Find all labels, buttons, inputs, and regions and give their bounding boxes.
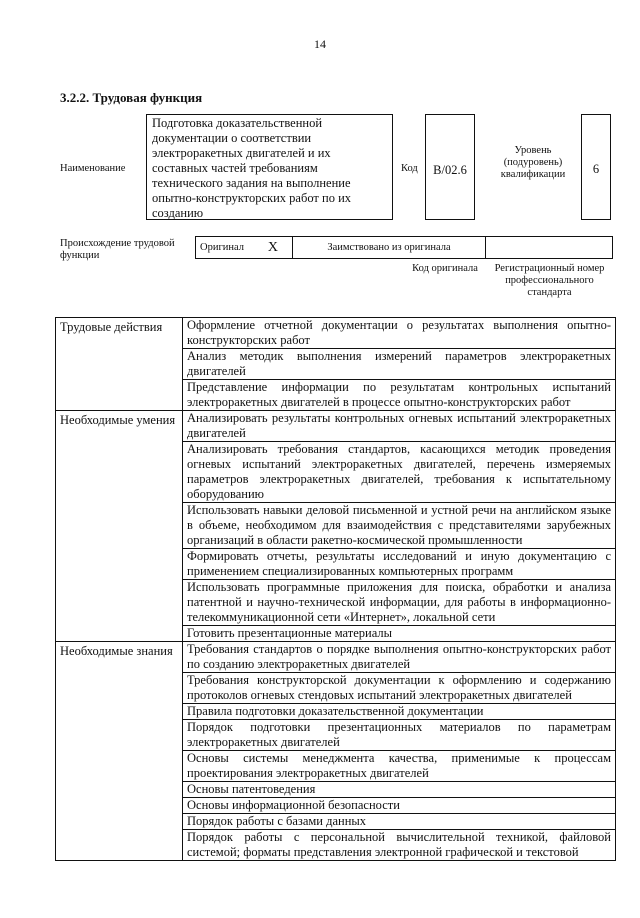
table-cell: Анализ методик выполнения измерений параметров электроракетных двигателей	[183, 349, 616, 380]
code-original-caption: Код оригинала	[412, 263, 478, 274]
function-details-table	[55, 317, 616, 861]
table-cell: Основы информационной безопасности	[183, 798, 616, 814]
code-value: В/02.6	[425, 114, 475, 220]
table-cell: Анализировать требования стандартов, касающихся методик проведения огневых испытаний электроракетных двигателей, перечень измеряемых параметров электроракетных двигателей, требования к испытательному оборудованию	[183, 442, 616, 503]
table-cell: Порядок работы с персональной вычислительной техникой, файловой системой; форматы представления электронной графической и текстовой	[183, 830, 616, 861]
table-row	[56, 318, 616, 349]
reg-number-caption: Регистрационный номер профессионального стандарта	[494, 263, 605, 298]
table-row	[56, 411, 616, 442]
borrowed-label: Заимствовано из оригинала	[327, 242, 451, 253]
table-cell: Формировать отчеты, результаты исследований и иную документацию с применением специализированных компьютерных программ	[183, 549, 616, 580]
table-cell: Порядок работы с базами данных	[183, 814, 616, 830]
borrowed-cell	[293, 237, 486, 259]
table-cell: Правила подготовки доказательственной документации	[183, 704, 616, 720]
table-cell: Требования стандартов о порядке выполнения опытно-конструкторских работ по созданию электроракетных двигателей	[183, 642, 616, 673]
section-title: 3.2.2. Трудовая функция	[60, 90, 203, 105]
origin-table	[195, 236, 613, 259]
level-label: Уровень (подуровень) квалификации	[500, 145, 566, 180]
table-cell: Требования конструкторской документации к оформлению и содержанию протоколов огневых стендовых испытаний электроракетных двигателей	[183, 673, 616, 704]
table-cell: Порядок подготовки презентационных материалов по параметрам электроракетных двигателей	[183, 720, 616, 751]
table-cell: Основы системы менеджмента качества, применимые к процессам проектирования электроракетных двигателей	[183, 751, 616, 782]
page-number: 14	[314, 37, 326, 51]
reg-number-cell	[486, 237, 613, 259]
table-cell: Анализировать результаты контрольных огневых испытаний электроракетных двигателей	[183, 411, 616, 442]
table-cell: Оформление отчетной документации о результатах выполнения опытно-конструкторских работ	[183, 318, 616, 349]
original-mark: X	[267, 240, 278, 255]
table-cell: Использовать навыки деловой письменной и устной речи на английском языке в объеме, необходимом для взаимодействия с представителями зарубежных организаций в области ракетно-космической промышленности	[183, 503, 616, 549]
original-label: Оригинал	[200, 242, 244, 253]
code-label: Код	[401, 163, 418, 174]
name-label: Наименование	[60, 163, 126, 174]
table-cell: Основы патентоведения	[183, 782, 616, 798]
table-cell: Использовать программные приложения для поиска, обработки и анализа патентной и научно-технической информации, для работы в информационно-телекоммуникационной сети «Интернет», локальной сети	[183, 580, 616, 626]
category-required-knowledge: Необходимые знания	[56, 642, 183, 861]
category-required-skills: Необходимые умения	[56, 411, 183, 642]
function-name: Подготовка доказательственной документации о соответствии электроракетных двигателей и их составных частей требованиям технического задания на выполнение опытно-конструкторских работ по их созданию	[146, 114, 393, 220]
table-cell: Готовить презентационные материалы	[183, 626, 616, 642]
table-row	[56, 642, 616, 673]
table-cell: Представление информации по результатам контрольных испытаний электроракетных двигателей в процессе опытно-конструкторских работ	[183, 380, 616, 411]
level-value: 6	[581, 114, 611, 220]
origin-label: Происхождение трудовой функции	[60, 238, 175, 261]
origin-original-cell	[196, 237, 293, 259]
category-labor-actions: Трудовые действия	[56, 318, 183, 411]
